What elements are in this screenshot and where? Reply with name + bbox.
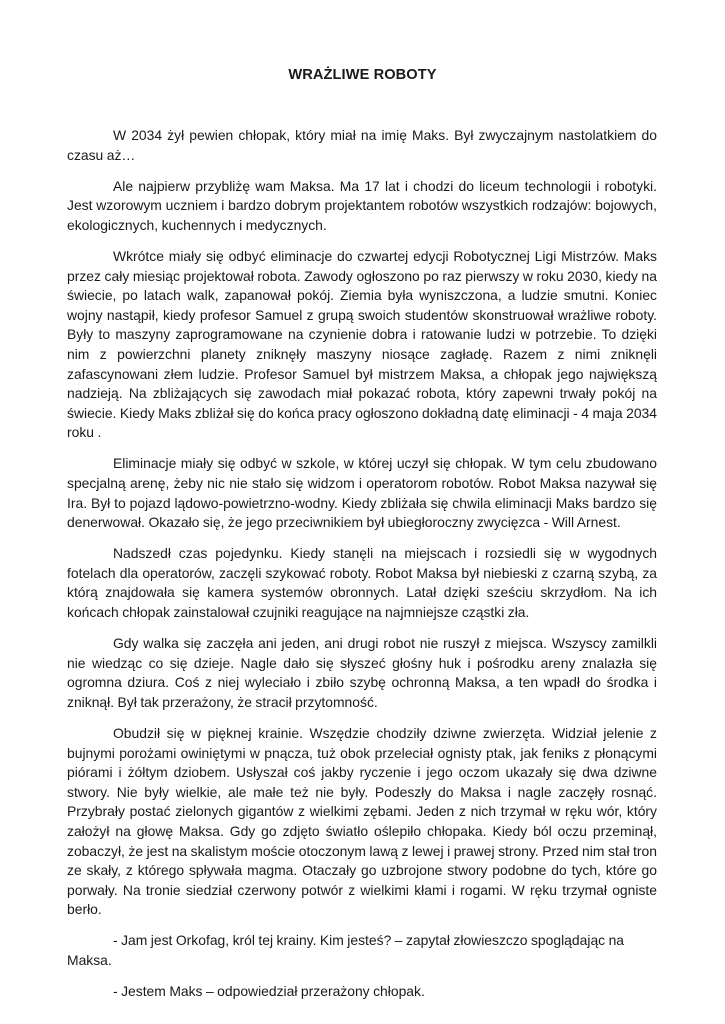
paragraph-robot-league: Wkrótce miały się odbyć eliminacje do czwartej edycji Robotycznej Ligi Mistrzów. Maks przez cały miesiąc projektował robota. Zawody ogłoszono po raz pierwszy w roku 2030, kiedy na świecie, po latach walk, zapanował pokój. Ziemia była wyniszczona, a ludzie smutni. Koniec wojny nastąpił, kiedy profesor Samuel z grupą swoich studentów skonstruował wrażliwe roboty. Były to maszyny zaprogramowane na czynienie dobra i ratowanie ludzi w potrzebie. To dzięki nim z powierzchni planety zniknęły maszyny niosące zagładę. Razem z nimi zniknęli zafascynowani złem ludzie. Profesor Samuel był mistrzem Maksa, a chłopak jego największą nadzieją. Na zbliżających się zawodach miał pokazać robota, który zapewni trwały pokój na świecie. Kiedy Maks zbliżał się do końca pracy ogłoszono dokładną datę eliminacji - 4 maja 2034 roku . [67, 247, 657, 441]
paragraph-duel: Nadszedł czas pojedynku. Kiedy stanęli na miejscach i rozsiedli się w wygodnych fotelach dla operatorów, zaczęli szykować roboty. Robot Maksa był niebieski z czarną szybą, za którą znajdowała się kamera systemów obronnych. Latał dzięki sześciu skrzydłom. Na ich końcach chłopak zainstalował czujniki reagujące na najmniejsze cząstki zła. [67, 545, 657, 621]
paragraph-intro: W 2034 żył pewien chłopak, który miał na imię Maks. Był zwyczajnym nastolatkiem do czasu aż… [67, 127, 657, 163]
paragraph-eliminations: Eliminacje miały się odbyć w szkole, w której uczył się chłopak. W tym celu zbudowano specjalną arenę, żeby nic nie stało się widzom i operatorom robotów. Robot Maksa nazywał się Ira. Był to pojazd lądowo-powietrzno-wodny. Kiedy zbliżała się chwila eliminacji Maks bardzo się denerwował. Okazało się, że jego przeciwnikiem był ubiegłoroczny zwycięzca - Will Arnest. [67, 455, 657, 531]
paragraph-maks-description: Ale najpierw przybliżę wam Maksa. Ma 17 lat i chodzi do liceum technologii i robotyki. Jest wzorowym uczniem i bardzo dobrym projektantem robotów wszystkich rodzajów: bojowych, ekologicznych, kuchennych i medycznych. [67, 177, 657, 233]
paragraph-fight: Gdy walka się zaczęła ani jeden, ani drugi robot nie ruszył z miejsca. Wszyscy zamilkli nie wiedząc co się dzieje. Nagle dało się słyszeć głośny huk i pośrodku areny znalazła się ogromna dziura. Coś z niej wyleciało i zbiło szybę ochronną Maksa, a ten wpadł do środka i zniknął. Był tak przerażony, że stracił przytomność. [67, 635, 657, 710]
paragraph-land: Obudził się w pięknej krainie. Wszędzie chodziły dziwne zwierzęta. Widział jelenie z bujnymi porożami owiniętymi w pnącza, tuż obok przeleciał ognisty ptak, jak feniks z płonącymi piórami i żółtym dziobem. Usłyszał coś jakby ryczenie i jego oczom ukazały się dwa dziwne stwory. Nie były wielkie, ale małe też nie były. Podeszły do Maksa i nagle zaczęły rosnąć. Przybrały postać zielonych gigantów z wielkimi zębami. Jeden z nich trzymał w ręku wór, który założył na głowę Maksa. Gdy go zdjęto światło oślepiło chłopaka. Kiedy ból oczu przeminął, zobaczył, że jest na skalistym moście otoczonym lawą z lewej i prawej strony. Przed nim stał tron ze skały, z którego spływała magma. Otaczały go uzbrojone stwory podobne do tych, które go porwały. Na tronie siedział czerwony potwór z wielkimi kłami i rogami. W ręku trzymał ogniste berło. [67, 725, 657, 918]
document-body [67, 126, 657, 1013]
document-title: WRAŻLIWE ROBOTY [288, 67, 437, 83]
dialogue-line-maks: - Jestem Maks – odpowiedział przerażony chłopak. [113, 983, 425, 1000]
dialogue-line-king: - Jam jest Orkofag, król tej krainy. Kim jesteś? – zapytał złowieszczo spoglądając na Maksa. [67, 932, 625, 969]
